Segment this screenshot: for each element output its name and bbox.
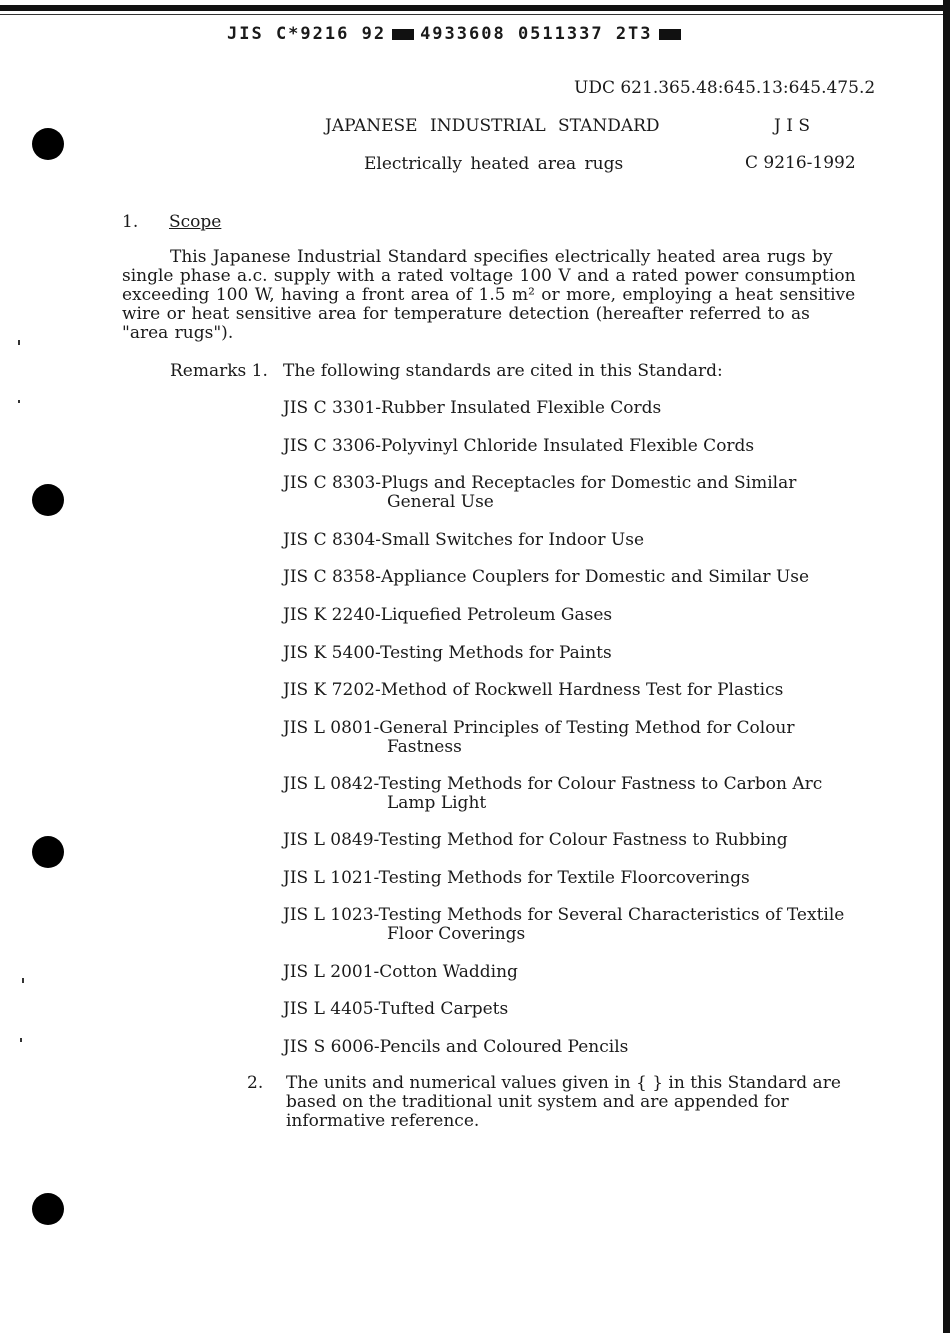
cited-standard-text: JIS L 0842-Testing Methods for Colour Fastness to Carbon Arc: [283, 774, 823, 794]
cited-standard-text: JIS K 2240-Liquefied Petroleum Gases: [283, 605, 613, 625]
cited-standard-item: [283, 1000, 508, 1019]
scope-paragraph-first-line: This Japanese Industrial Standard specifies electrically heated area rugs by: [170, 247, 833, 267]
cited-standard-continuation: Floor Coverings: [387, 924, 526, 944]
cited-standard-text: JIS L 2001-Cotton Wadding: [283, 962, 518, 982]
scan-speck: [20, 1038, 22, 1042]
cited-standard-text: JIS C 8304-Small Switches for Indoor Use: [283, 530, 645, 550]
cited-standard-continuation: General Use: [387, 492, 494, 512]
cited-standard-item: [283, 775, 822, 813]
barcode-left-text: JIS C*9216 92: [227, 24, 387, 44]
udc-code: UDC 621.365.48:645.13:645.475.2: [574, 78, 876, 98]
cited-standard-text: JIS K 7202-Method of Rockwell Hardness Test for Plastics: [283, 680, 784, 700]
scope-paragraph-rest: single phase a.c. supply with a rated voltage 100 V and a rated power consumption exceeding 100 W, having a front area of 1.5 m² or more, employing a heat sensitive wire or heat sensitive area for temperature detection (hereafter referred to as "area rugs").: [122, 266, 856, 343]
jis-mark: J I S: [774, 116, 810, 136]
cited-standard-text: JIS C 8358-Appliance Couplers for Domestic and Similar Use: [283, 567, 810, 587]
cited-standard-text: JIS C 3301-Rubber Insulated Flexible Cords: [283, 398, 662, 418]
scan-speck: [18, 400, 20, 403]
barcode-block-icon: [392, 29, 414, 40]
cited-standard-item: [283, 719, 795, 757]
cited-standard-text: JIS L 0849-Testing Method for Colour Fastness to Rubbing: [283, 830, 788, 850]
cited-standard-item: [283, 568, 809, 587]
barcode-block-icon: [659, 29, 681, 40]
cited-standard-text: JIS L 1021-Testing Methods for Textile Floorcoverings: [283, 868, 750, 888]
document-id-line: [227, 24, 687, 44]
standard-code: C 9216-1992: [745, 153, 856, 173]
cited-standard-item: [283, 474, 796, 512]
remark-2-text: The units and numerical values given in { } in this Standard are based on the traditional unit system and are appended for informative reference.: [286, 1073, 841, 1131]
scope-paragraph: [122, 248, 862, 343]
cited-standard-item: [283, 1038, 628, 1057]
section-heading: [122, 212, 221, 232]
top-rule-thin: [0, 14, 945, 15]
document-title: Electrically heated area rugs: [364, 154, 624, 174]
cited-standard-item: [283, 531, 644, 550]
cited-standard-text: JIS C 3306-Polyvinyl Chloride Insulated Flexible Cords: [283, 436, 755, 456]
scan-speck: [18, 340, 20, 345]
cited-standard-item: [283, 906, 844, 944]
cited-standard-text: JIS L 0801-General Principles of Testing Method for Colour: [283, 718, 795, 738]
cited-standard-continuation: Fastness: [387, 737, 462, 757]
right-edge-bar: [943, 0, 950, 1333]
cited-standard-item: [283, 831, 788, 850]
cited-standard-text: JIS K 5400-Testing Methods for Paints: [283, 643, 612, 663]
punch-hole-icon: [32, 836, 64, 868]
scan-speck: [22, 978, 24, 983]
punch-hole-icon: [32, 484, 64, 516]
cited-standard-item: [283, 644, 612, 663]
section-title: Scope: [169, 212, 222, 232]
cited-standard-item: [283, 606, 612, 625]
remarks-label: Remarks 1.: [170, 361, 268, 381]
cited-standard-continuation: Lamp Light: [387, 793, 487, 813]
cited-standard-item: [283, 681, 783, 700]
cited-standard-text: JIS L 4405-Tufted Carpets: [283, 999, 509, 1019]
cited-standard-item: [283, 963, 518, 982]
cited-standard-text: JIS C 8303-Plugs and Receptacles for Domestic and Similar: [283, 473, 797, 493]
cited-standard-text: JIS L 1023-Testing Methods for Several Characteristics of Textile: [283, 905, 845, 925]
remarks-intro: The following standards are cited in this Standard:: [283, 361, 723, 381]
punch-hole-icon: [32, 1193, 64, 1225]
cited-standard-item: [283, 869, 750, 888]
remark-2-number: 2.: [247, 1073, 264, 1093]
barcode-right-text: 4933608 0511337 2T3: [420, 24, 653, 44]
cited-standard-item: [283, 399, 661, 418]
punch-hole-icon: [32, 128, 64, 160]
cited-standard-item: [283, 437, 754, 456]
cited-standard-text: JIS S 6006-Pencils and Coloured Pencils: [283, 1037, 629, 1057]
section-number: 1.: [122, 212, 139, 232]
standard-name: JAPANESE INDUSTRIAL STANDARD: [325, 116, 660, 136]
top-rule-thick: [0, 5, 945, 11]
